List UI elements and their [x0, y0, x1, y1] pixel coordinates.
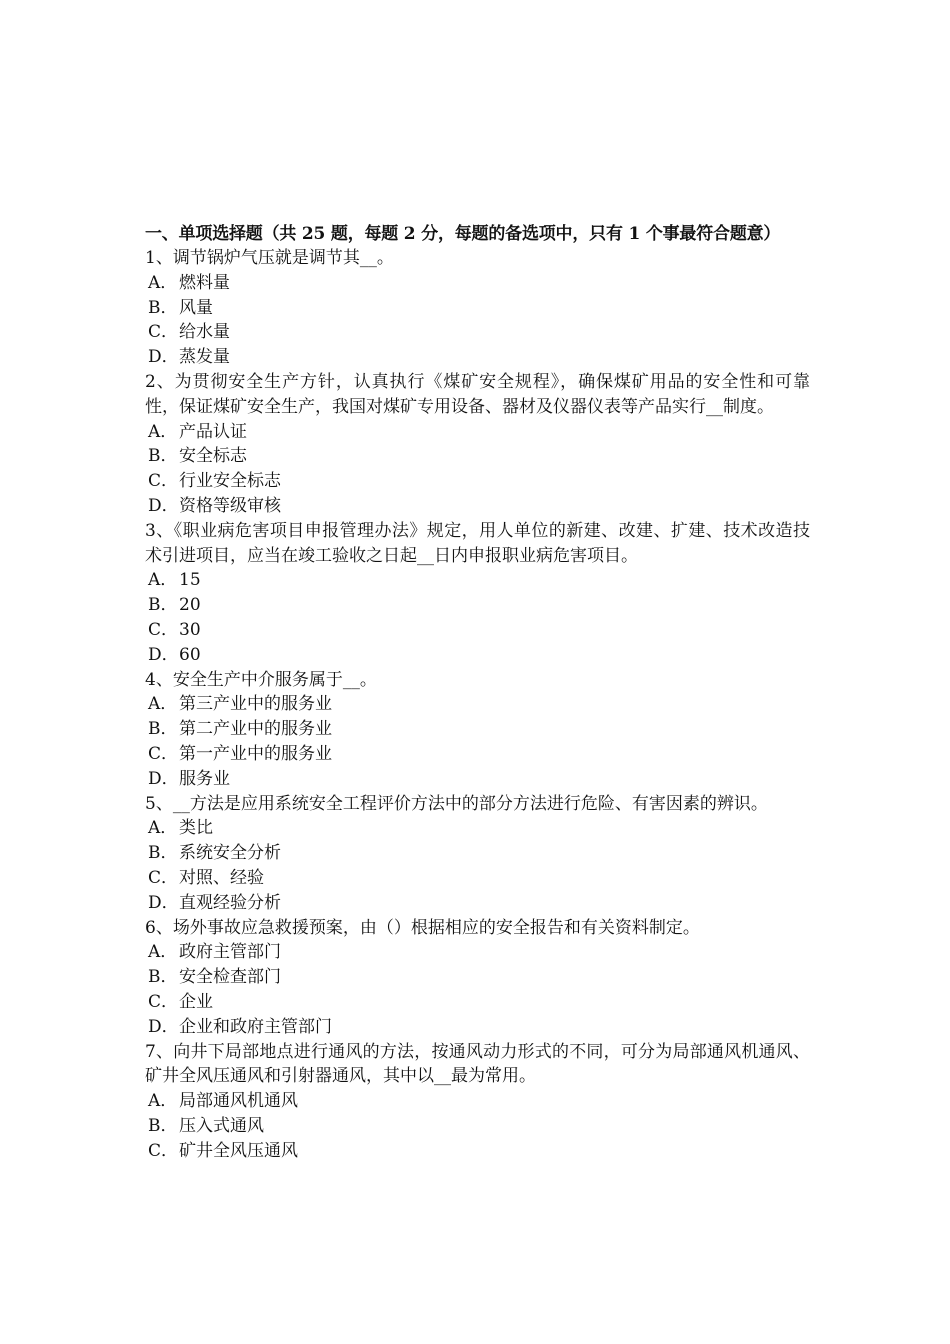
option-b [145, 717, 810, 742]
option-b [145, 1114, 810, 1139]
option-letter: B． [148, 1115, 178, 1136]
question-stem: 3、《职业病危害项目申报管理办法》规定，用人单位的新建、改建、扩建、技术改造技术引进项目，应当在竣工验收之日起__日内申报职业病危害项目。 [145, 520, 810, 566]
option-letter: B． [148, 967, 178, 988]
option-text: 局部通风机通风 [179, 1091, 298, 1112]
option-d [145, 1015, 810, 1040]
option-b [145, 593, 810, 618]
option-a [145, 940, 810, 965]
option-text: 行业安全标志 [179, 471, 281, 492]
option-letter: D． [148, 644, 179, 665]
option-text: 安全标志 [179, 446, 247, 467]
option-letter: D． [148, 1016, 179, 1037]
option-letter: A． [148, 421, 178, 442]
option-letter: B． [148, 297, 178, 318]
option-letter: C． [148, 743, 179, 764]
option-letter: B． [148, 595, 178, 616]
option-letter: C． [148, 991, 179, 1012]
question-stem: 2、为贯彻安全生产方针，认真执行《煤矿安全规程》，确保煤矿用品的安全性和可靠性，保证煤矿安全生产，我国对煤矿专用设备、器材及仪器仪表等产品实行__制度。 [145, 371, 810, 417]
option-text: 第一产业中的服务业 [179, 743, 332, 764]
option-text: 第三产业中的服务业 [179, 694, 332, 715]
option-text: 燃料量 [179, 272, 230, 293]
option-b [145, 444, 810, 469]
option-text: 第二产业中的服务业 [179, 719, 332, 740]
option-d [145, 767, 810, 792]
option-c [145, 990, 810, 1015]
option-text: 安全检查部门 [179, 967, 281, 988]
option-b [145, 841, 810, 866]
option-letter: A． [148, 1091, 178, 1112]
option-text: 类比 [179, 818, 213, 839]
option-text: 政府主管部门 [179, 942, 281, 963]
option-a [145, 692, 810, 717]
option-letter: D． [148, 768, 179, 789]
question-6 [145, 916, 810, 1040]
option-text: 服务业 [179, 768, 230, 789]
option-text: 企业 [179, 991, 213, 1012]
question-stem: 7、向井下局部地点进行通风的方法，按通风动力形式的不同，可分为局部通风机通风、矿井全风压通风和引射器通风，其中以__最为常用。 [145, 1041, 810, 1087]
option-a [145, 271, 810, 296]
option-text: 直观经验分析 [179, 892, 281, 913]
option-letter: B． [148, 719, 178, 740]
option-letter: C． [148, 619, 179, 640]
option-b [145, 965, 810, 990]
option-text: 给水量 [179, 322, 230, 343]
option-letter: C． [148, 1140, 179, 1161]
option-d [145, 643, 810, 668]
question-5 [145, 792, 810, 916]
option-letter: D． [148, 495, 179, 516]
option-letter: A． [148, 272, 178, 293]
question-stem: 1、调节锅炉气压就是调节其__。 [145, 248, 394, 268]
option-c [145, 742, 810, 767]
option-c [145, 618, 810, 643]
option-text: 风量 [179, 297, 213, 318]
option-text: 15 [179, 570, 201, 591]
option-letter: C． [148, 471, 179, 492]
option-letter: B． [148, 446, 178, 467]
option-c [145, 866, 810, 891]
question-stem: 6、场外事故应急救援预案，由（）根据相应的安全报告和有关资料制定。 [145, 917, 700, 938]
question-7 [145, 1040, 810, 1164]
option-text: 30 [179, 619, 201, 640]
option-c [145, 469, 810, 494]
option-a [145, 568, 810, 593]
option-c [145, 1139, 810, 1164]
option-d [145, 345, 810, 370]
option-a [145, 1089, 810, 1114]
question-2 [145, 370, 810, 519]
option-letter: C． [148, 867, 179, 888]
option-d [145, 494, 810, 519]
option-letter: C． [148, 322, 179, 343]
question-4 [145, 668, 810, 792]
option-text: 矿井全风压通风 [179, 1140, 298, 1161]
question-stem: 4、安全生产中介服务属于__。 [145, 669, 377, 690]
option-b [145, 296, 810, 321]
option-c [145, 320, 810, 345]
option-letter: D． [148, 892, 179, 913]
option-text: 资格等级审核 [179, 495, 281, 516]
document-page [145, 222, 810, 1163]
option-text: 蒸发量 [179, 347, 230, 368]
section-title: 一、单项选择题（共 25 题，每题 2 分，每题的备选项中，只有 1 个事最符合题意） [145, 224, 781, 244]
option-letter: A． [148, 694, 178, 715]
option-letter: A． [148, 942, 178, 963]
option-letter: B． [148, 843, 178, 864]
option-letter: D． [148, 347, 179, 368]
option-text: 20 [179, 595, 201, 616]
option-text: 产品认证 [179, 421, 247, 442]
option-a [145, 420, 810, 445]
question-stem: 5、__方法是应用系统安全工程评价方法中的部分方法进行危险、有害因素的辨识。 [145, 793, 768, 814]
option-text: 60 [179, 644, 201, 665]
question-3 [145, 519, 810, 668]
option-letter: A． [148, 570, 178, 591]
option-text: 对照、经验 [179, 867, 264, 888]
option-text: 系统安全分析 [179, 843, 281, 864]
option-text: 压入式通风 [179, 1115, 264, 1136]
option-letter: A． [148, 818, 178, 839]
question-1 [145, 246, 810, 370]
option-a [145, 816, 810, 841]
option-d [145, 891, 810, 916]
option-text: 企业和政府主管部门 [179, 1016, 332, 1037]
